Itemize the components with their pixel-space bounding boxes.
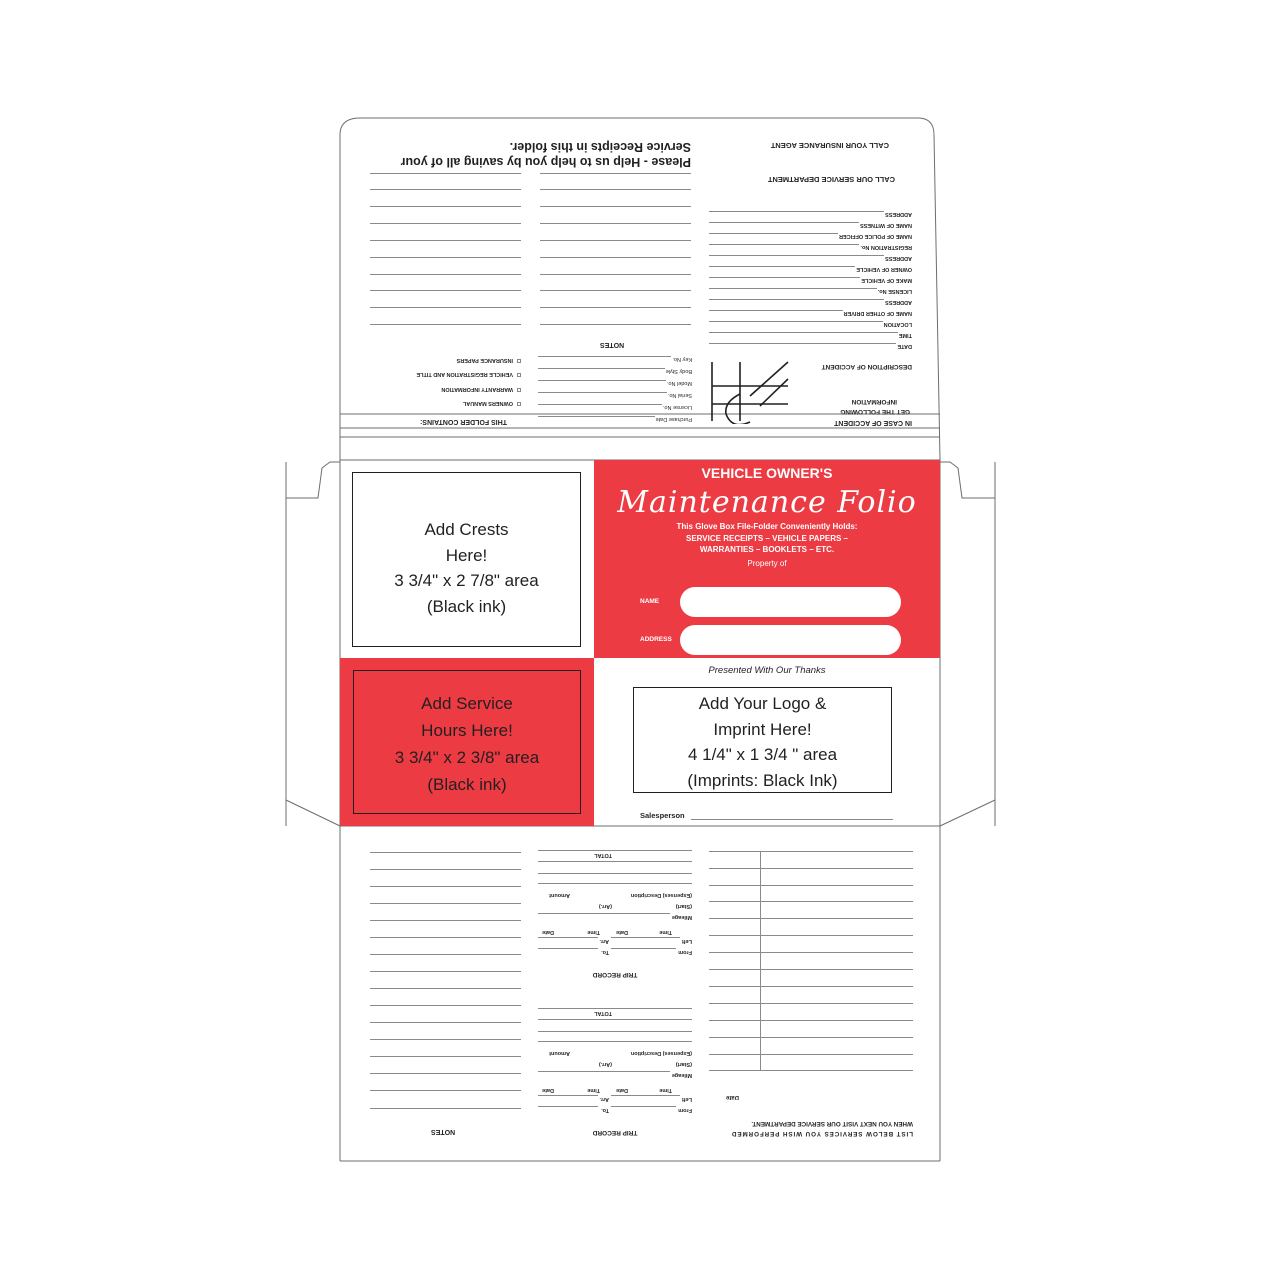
- checklist-item[interactable]: [416, 396, 521, 410]
- tagline-line: WARRANTIES – BOOKLETS – ETC.: [699, 545, 835, 555]
- field-label: Model No.: [666, 380, 692, 386]
- checkbox[interactable]: [517, 359, 521, 363]
- field-label: OWNER OF VEHICLE: [856, 266, 912, 272]
- field-line: [538, 404, 662, 405]
- field-line: [709, 211, 884, 212]
- accident-field-row[interactable]: [709, 343, 912, 354]
- address-label: ADDRESS: [640, 636, 672, 643]
- title-top: VEHICLE OWNER'S: [701, 465, 833, 481]
- date-label: Date: [616, 929, 628, 935]
- salesperson-line[interactable]: [691, 819, 893, 820]
- logo-box-line: 4 1/4" x 1 3/4 " area: [687, 745, 838, 764]
- field-line: [709, 255, 884, 256]
- trip-record-title: TRIP RECORD: [592, 1129, 638, 1136]
- services-table: [709, 851, 913, 1071]
- logo-box-line: (Imprints: Black Ink): [687, 770, 838, 790]
- checkbox[interactable]: [517, 402, 521, 406]
- start-label: (Start): [675, 1061, 692, 1067]
- field-line: [538, 392, 667, 393]
- accident-field-row[interactable]: [709, 332, 912, 343]
- trip-record-title: TRIP RECORD: [592, 971, 638, 978]
- total-label: TOTAL: [594, 1010, 612, 1016]
- top-notes-label: NOTES: [600, 341, 625, 348]
- name-label: NAME: [640, 598, 660, 605]
- checklist-label: INSURANCE PAPERS: [456, 357, 513, 364]
- receipts-note: [365, 137, 695, 169]
- vehicle-field-row[interactable]: [538, 404, 692, 415]
- amount-label: Amount: [549, 1050, 570, 1056]
- trip-record: [538, 1006, 692, 1138]
- total-label: TOTAL: [594, 852, 612, 858]
- field-line: [709, 277, 860, 278]
- field-label: Purchase Date: [655, 416, 692, 422]
- from-label: From: [678, 949, 692, 955]
- field-label: NAME OF POLICE OFFICER: [838, 233, 912, 239]
- field-label: MAKE OF VEHICLE: [861, 277, 912, 283]
- left-label: Left: [681, 938, 692, 944]
- crossed-42-logo: [708, 360, 790, 424]
- crests-line: (Black ink): [426, 596, 507, 616]
- receipts-note-line-1: Please - Help us to help you by saving all of your: [400, 155, 691, 169]
- start-label: (Start): [675, 903, 692, 909]
- field-label: Key No.: [672, 356, 692, 362]
- hours-line: (Black ink): [427, 775, 507, 794]
- field-line: [709, 343, 896, 344]
- hours-line: Hours Here!: [421, 721, 513, 740]
- accident-info-block: [705, 136, 915, 428]
- field-label: ADDRESS: [885, 211, 912, 217]
- field-line: [709, 310, 843, 311]
- field-line: [709, 266, 855, 267]
- checklist-item[interactable]: [416, 381, 521, 395]
- accident-field-row[interactable]: [709, 299, 912, 310]
- accident-field-row[interactable]: [709, 310, 912, 321]
- field-line: [709, 244, 859, 245]
- hours-line: 3 3/4" x 2 3/8" area: [394, 748, 540, 767]
- services-date-label: Date: [726, 1094, 740, 1100]
- accident-field-row[interactable]: [709, 277, 912, 288]
- checklist-label: OWNERS MANUAL: [462, 400, 513, 406]
- accident-field-row[interactable]: [709, 321, 912, 332]
- field-line: [709, 332, 898, 333]
- time-label: Time: [587, 1087, 600, 1093]
- field-label: Body Style: [665, 368, 692, 374]
- accident-field-row[interactable]: [709, 233, 912, 244]
- checklist-label: VEHICLE REGISTRATION AND TITLE: [416, 371, 513, 378]
- field-label: Serial No.: [667, 392, 692, 398]
- accident-fields: [709, 209, 912, 354]
- amount-label: Amount: [549, 892, 570, 898]
- expenses-label: (Expenses) Description: [630, 1050, 692, 1056]
- field-label: LOCATION: [883, 321, 912, 327]
- logo-imprint-box: [633, 687, 892, 793]
- vehicle-field-row[interactable]: [538, 392, 692, 403]
- field-label: NAME OF WITNESS: [860, 222, 912, 228]
- bottom-notes-label: NOTES: [431, 1128, 456, 1135]
- field-label: TIME: [898, 332, 912, 338]
- date-label: Date: [542, 1087, 554, 1093]
- expenses-label: (Expenses) Description: [630, 892, 692, 898]
- date-label: Date: [542, 929, 554, 935]
- services-heading: [705, 1116, 915, 1138]
- crests-line: Here!: [445, 545, 488, 565]
- vehicle-field-row[interactable]: [538, 380, 692, 391]
- accident-field-row[interactable]: [709, 255, 912, 266]
- checklist-item[interactable]: [416, 353, 521, 367]
- checklist-item[interactable]: [416, 367, 521, 381]
- call-service-department: CALL OUR SERVICE DEPARTMENT: [767, 175, 895, 184]
- accident-field-row[interactable]: [709, 211, 912, 222]
- accident-subheading-1: GET THE FOLLOWING: [840, 408, 910, 415]
- mileage-label: Mileage: [671, 1072, 692, 1078]
- title-script: Maintenance Folio: [617, 485, 917, 520]
- field-label: DATE: [897, 343, 912, 349]
- logo-box-line: Imprint Here!: [713, 719, 812, 739]
- to-label: To.: [601, 949, 609, 955]
- field-label: ADDRESS: [885, 299, 912, 305]
- tagline-line: SERVICE RECEIPTS – VEHICLE PAPERS –: [686, 533, 848, 543]
- accident-subheading-2: INFORMATION: [851, 398, 897, 405]
- field-line: [709, 288, 877, 289]
- crests-line: Add Crests: [424, 520, 509, 539]
- services-heading-line: WHEN YOU NEXT VISIT OUR SERVICE DEPARTMENT.: [751, 1120, 913, 1127]
- folder-contents-checklist: [388, 355, 523, 427]
- cover-title-panel: [594, 460, 940, 658]
- arr-paren-label: (Arr.): [598, 1061, 612, 1067]
- field-label: ADDRESS: [885, 255, 912, 261]
- receipts-note-line-2: Service Receipts in this folder.: [509, 140, 691, 154]
- folder-contents-heading: THIS FOLDER CONTAINS:: [420, 418, 507, 425]
- to-label: To.: [601, 1107, 609, 1113]
- field-line: [709, 233, 838, 234]
- time-label: Time: [659, 1087, 672, 1093]
- description-of-accident-label: DESCRIPTION OF ACCIDENT: [821, 363, 912, 370]
- logo-box-line: Add Your Logo &: [698, 694, 827, 713]
- arr-label: Arr.: [599, 938, 609, 944]
- from-label: From: [678, 1107, 692, 1113]
- arr-label: Arr.: [599, 1096, 609, 1102]
- hours-line: Add Service: [421, 694, 513, 713]
- field-label: LICENSE No.: [877, 288, 912, 294]
- field-line: [709, 222, 859, 223]
- crests-line: 3 3/4" x 2 7/8" area: [394, 571, 539, 590]
- address-field[interactable]: [680, 625, 901, 655]
- date-label: Date: [616, 1087, 628, 1093]
- field-label: REGISTRATION No.: [860, 244, 912, 250]
- field-label: License No.: [662, 404, 692, 410]
- field-label: NAME OF OTHER DRIVER: [843, 310, 912, 316]
- accident-heading: IN CASE OF ACCIDENT: [834, 419, 912, 426]
- vehicle-field-row[interactable]: [538, 356, 692, 367]
- trip-record: [538, 848, 692, 980]
- mileage-label: Mileage: [671, 914, 692, 920]
- vehicle-field-row[interactable]: [538, 368, 692, 379]
- hours-box: [353, 670, 581, 814]
- checklist-label: WARRANTY INFORMATION: [441, 385, 513, 392]
- left-label: Left: [681, 1096, 692, 1102]
- field-line: [538, 368, 665, 369]
- salesperson-label: Salesperson: [640, 811, 685, 820]
- call-insurance-agent: CALL YOUR INSURANCE AGENT: [770, 141, 889, 150]
- field-line: [709, 321, 883, 322]
- time-label: Time: [659, 929, 672, 935]
- accident-field-row[interactable]: [709, 244, 912, 255]
- time-label: Time: [587, 929, 600, 935]
- presented-with-thanks: Presented With Our Thanks: [708, 665, 826, 676]
- field-line: [538, 356, 671, 357]
- field-line: [538, 416, 655, 417]
- vehicle-field-row[interactable]: [538, 416, 692, 427]
- accident-field-row[interactable]: [709, 288, 912, 299]
- field-line: [538, 380, 666, 381]
- accident-field-row[interactable]: [709, 222, 912, 233]
- arr-paren-label: (Arr.): [598, 903, 612, 909]
- checkbox[interactable]: [517, 373, 521, 377]
- tagline-line: This Glove Box File-Folder Conveniently Holds:: [676, 522, 858, 531]
- vehicle-info-fields: [538, 355, 692, 427]
- crests-box: [352, 472, 581, 647]
- accident-field-row[interactable]: [709, 266, 912, 277]
- services-heading-line: LIST BELOW SERVICES YOU WISH PERFORMED: [731, 1130, 913, 1137]
- property-of: Property of: [747, 559, 787, 569]
- hours-panel: [340, 658, 594, 826]
- name-field[interactable]: [680, 587, 901, 617]
- checkbox[interactable]: [517, 388, 521, 392]
- field-line: [709, 299, 884, 300]
